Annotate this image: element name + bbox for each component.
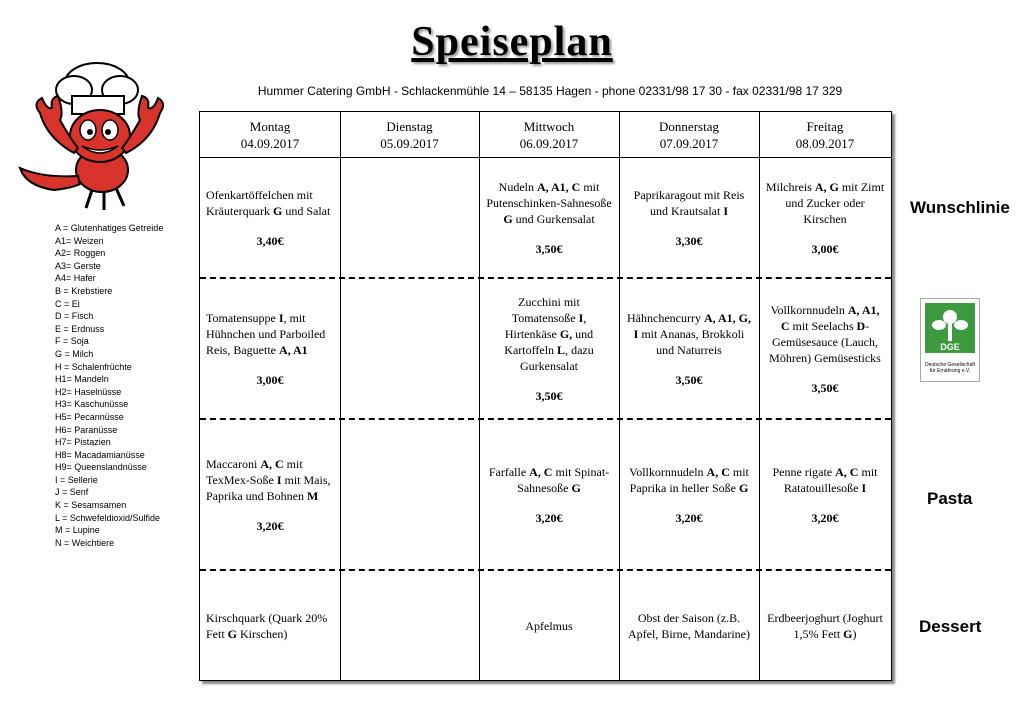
legend-item: J = Senf: [55, 487, 89, 498]
menu-cell-tue-4: [340, 571, 479, 681]
legend-item: N = Weichtiere: [55, 537, 115, 548]
day-header-monday: Montag 04.09.2017: [240, 118, 300, 151]
lobster-chef-logo: [12, 58, 192, 218]
allergen-legend: [55, 222, 163, 549]
menu-cell-mon-1: Ofenkartöffelchen mit Kräuterquark G und Salat 3,40€: [206, 187, 331, 248]
legend-item: H5= Pecannüsse: [55, 411, 124, 422]
day-header-wednesday: Mittwoch 06.09.2017: [519, 118, 579, 151]
day-header-tuesday: Dienstag 05.09.2017: [380, 118, 439, 151]
menu-cell-thu-4: Obst der Saison (z.B. Apfel, Birne, Mandarine): [628, 611, 750, 641]
menu-cell-wed-4: Apfelmus: [525, 619, 573, 633]
legend-item: I = Sellerie: [55, 474, 98, 485]
menu-cell-mon-3: Maccaroni A, C mit TexMex-Soße I mit Mais, Paprika und Bohnen M 3,20€: [206, 456, 331, 533]
legend-item: E = Erdnuss: [55, 323, 105, 334]
legend-item: A1= Weizen: [55, 235, 104, 246]
page-title: Speiseplan: [411, 19, 613, 65]
menu-cell-fri-2: Vollkornnudeln A, A1, C mit Seelachs D-Gemüsesauce (Lauch, Möhren) Gemüsesticks 3,50€: [769, 302, 881, 395]
menu-cell-wed-2: Zucchini mit Tomatensoße I, Hirtenkäse G, und Kartoffeln L, dazu Gurkensalat 3,50€: [504, 294, 594, 403]
menu-cell-fri-3: Penne rigate A, C mit Ratatouillesoße I 3,20€: [772, 464, 878, 525]
menu-cell-mon-4: Kirschquark (Quark 20% Fett G Kirschen): [206, 611, 328, 641]
legend-item: A3= Gerste: [55, 260, 101, 271]
legend-item: L = Schwefeldioxid/Sulfide: [55, 512, 160, 523]
dge-logo: [920, 298, 980, 382]
menu-cell-thu-2: Hähnchencurry A, A1, G, I mit Ananas, Brokkoli und Naturreis 3,50€: [627, 310, 751, 387]
menu-cell-fri-4: Erdbeerjoghurt (Joghurt 1,5% Fett G): [767, 611, 883, 641]
legend-item: H3= Kaschunüsse: [55, 399, 129, 410]
legend-item: F = Soja: [55, 336, 89, 347]
row-label-wunschlinie: Wunschlinie: [910, 198, 1010, 217]
day-header-friday: Freitag 08.09.2017: [795, 118, 855, 151]
dge-plant-icon: [921, 299, 979, 357]
menu-cell-tue-2: [340, 279, 479, 418]
dge-text: Deutsche Gesellschaft für Ernährung e.V.: [924, 362, 976, 374]
legend-item: A2= Roggen: [55, 248, 106, 259]
menu-cell-wed-1: Nudeln A, A1, C mit Putenschinken-Sahnesoße G und Gurkensalat 3,50€: [486, 179, 612, 256]
menu-cell-tue-1: [340, 158, 479, 277]
legend-item: B = Krebstiere: [55, 285, 113, 296]
menu-cell-mon-2: Tomatensuppe I, mit Hühnchen und Parboiled Reis, Baguette A, A1 3,00€: [206, 310, 326, 387]
row-label-dessert: Dessert: [919, 617, 982, 636]
legend-item: H = Schalenfrüchte: [55, 361, 132, 372]
menu-cell-wed-3: Farfalle A, C mit Spinat-Sahnesoße G 3,20€: [488, 464, 610, 525]
legend-item: M = Lupine: [55, 525, 100, 536]
day-header-thursday: Donnerstag 07.09.2017: [659, 118, 719, 151]
menu-cell-thu-1: Paprikaragout mit Reis und Krautsalat I 3,30€: [633, 187, 745, 248]
menu-cell-fri-1: Milchreis A, G mit Zimt und Zucker oder Kirschen 3,00€: [765, 179, 885, 256]
legend-item: K = Sesamsamen: [55, 500, 127, 511]
menu-table: [199, 111, 892, 681]
dge-label: DGE: [940, 342, 960, 352]
legend-item: H6= Paranüsse: [55, 424, 118, 435]
legend-item: H7= Pistazien: [55, 437, 111, 448]
legend-item: H1= Mandeln: [55, 374, 109, 385]
legend-item: G = Milch: [55, 348, 94, 359]
legend-item: C = Ei: [55, 298, 80, 309]
row-label-pasta: Pasta: [927, 489, 973, 508]
legend-item: H9= Queenslandnüsse: [55, 462, 147, 473]
legend-item: H8= Macadamianüsse: [55, 449, 145, 460]
menu-cell-thu-3: Vollkornnudeln A, C mit Paprika in heller Soße G 3,20€: [629, 464, 749, 525]
legend-item: A4= Hafer: [55, 273, 96, 284]
company-info: Hummer Catering GmbH - Schlackenmühle 14 – 58135 Hagen - phone 02331/98 17 30 - fax 02331/98 17 329: [257, 84, 843, 98]
legend-item: A = Glutenhatiges Getreide: [55, 223, 164, 233]
legend-item: H2= Haselnüsse: [55, 386, 122, 397]
menu-cell-tue-3: [340, 420, 479, 569]
legend-item: D = Fisch: [55, 311, 94, 322]
